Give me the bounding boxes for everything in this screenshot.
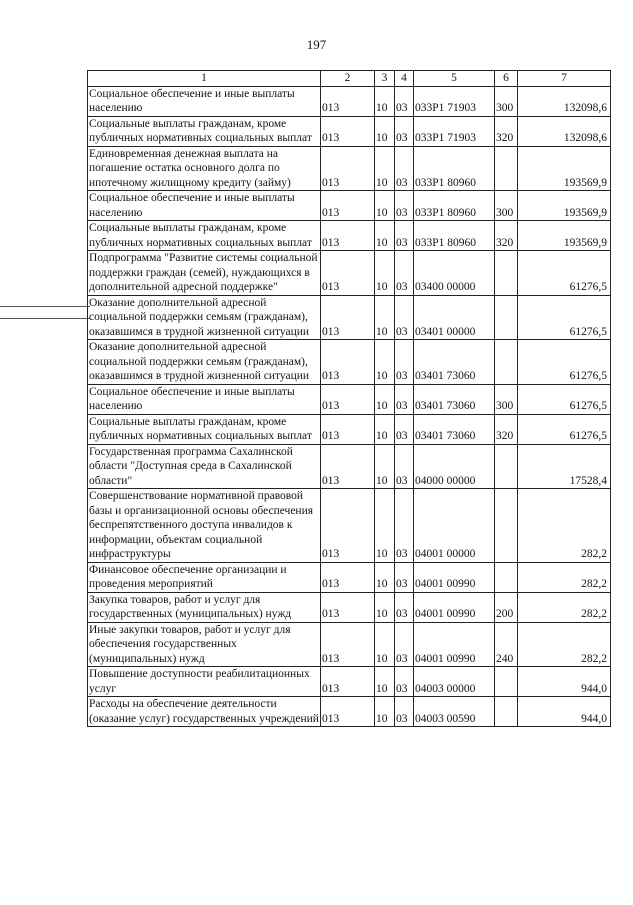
table-row	[88, 562, 611, 592]
table-row	[88, 622, 611, 667]
cell-expense-type: 240	[495, 622, 518, 667]
cell-amount: 944,0	[518, 667, 611, 697]
table-header-row	[88, 71, 611, 87]
cell-amount: 944,0	[518, 697, 611, 727]
cell-target-article: 03401 73060	[414, 414, 495, 444]
cell-section: 10	[375, 562, 395, 592]
cell-name: Закупка товаров, работ и услуг для государственных (муниципальных) нужд	[88, 592, 321, 622]
cell-admin-code: 013	[321, 191, 375, 221]
cell-section: 10	[375, 86, 395, 116]
cell-admin-code: 013	[321, 384, 375, 414]
cell-amount: 282,2	[518, 489, 611, 563]
cell-expense-type: 300	[495, 86, 518, 116]
cell-target-article: 04001 00000	[414, 489, 495, 563]
table-row	[88, 251, 611, 296]
cell-subsection: 03	[395, 414, 414, 444]
cell-subsection: 03	[395, 667, 414, 697]
cell-name: Социальные выплаты гражданам, кроме публичных нормативных социальных выплат	[88, 414, 321, 444]
cell-target-article: 04001 00990	[414, 592, 495, 622]
cell-admin-code: 013	[321, 340, 375, 385]
cell-name: Оказание дополнительной адресной социальной поддержки семьям (гражданам), оказавшимся в трудной жизненной ситуации	[88, 295, 321, 340]
cell-amount: 61276,5	[518, 414, 611, 444]
table-row	[88, 146, 611, 191]
cell-amount: 193569,9	[518, 191, 611, 221]
cell-target-article: 04000 00000	[414, 444, 495, 489]
cell-admin-code: 013	[321, 697, 375, 727]
cell-expense-type: 320	[495, 414, 518, 444]
cell-subsection: 03	[395, 384, 414, 414]
cell-subsection: 03	[395, 146, 414, 191]
cell-subsection: 03	[395, 697, 414, 727]
column-header: 5	[414, 71, 495, 87]
cell-section: 10	[375, 384, 395, 414]
cell-admin-code: 013	[321, 489, 375, 563]
cell-name: Социальное обеспечение и иные выплаты населению	[88, 191, 321, 221]
cell-name: Социальные выплаты гражданам, кроме публичных нормативных социальных выплат	[88, 116, 321, 146]
cell-target-article: 033P1 80960	[414, 221, 495, 251]
cell-admin-code: 013	[321, 592, 375, 622]
cell-name: Государственная программа Сахалинской области "Доступная среда в Сахалинской области"	[88, 444, 321, 489]
cell-admin-code: 013	[321, 667, 375, 697]
cell-admin-code: 013	[321, 444, 375, 489]
cell-target-article: 04003 00000	[414, 667, 495, 697]
table-row	[88, 697, 611, 727]
table-row	[88, 191, 611, 221]
cell-section: 10	[375, 489, 395, 563]
cell-section: 10	[375, 667, 395, 697]
cell-name: Подпрограмма "Развитие системы социальной поддержки граждан (семей), нуждающихся в дополнительной адресной поддержке"	[88, 251, 321, 296]
budget-table	[87, 70, 611, 727]
cell-amount: 193569,9	[518, 221, 611, 251]
cell-subsection: 03	[395, 340, 414, 385]
cell-admin-code: 013	[321, 562, 375, 592]
cell-name: Повышение доступности реабилитационных услуг	[88, 667, 321, 697]
cell-section: 10	[375, 697, 395, 727]
margin-line	[0, 318, 90, 319]
cell-subsection: 03	[395, 251, 414, 296]
cell-target-article: 033P1 80960	[414, 146, 495, 191]
table-row	[88, 86, 611, 116]
cell-admin-code: 013	[321, 116, 375, 146]
margin-line	[0, 306, 90, 307]
cell-admin-code: 013	[321, 251, 375, 296]
cell-target-article: 033P1 71903	[414, 86, 495, 116]
column-header: 7	[518, 71, 611, 87]
cell-target-article: 04001 00990	[414, 562, 495, 592]
cell-name: Иные закупки товаров, работ и услуг для обеспечения государственных (муниципальных) нужд	[88, 622, 321, 667]
cell-subsection: 03	[395, 295, 414, 340]
cell-expense-type	[495, 146, 518, 191]
cell-name: Социальное обеспечение и иные выплаты населению	[88, 86, 321, 116]
cell-expense-type	[495, 489, 518, 563]
cell-section: 10	[375, 444, 395, 489]
column-header: 6	[495, 71, 518, 87]
cell-admin-code: 013	[321, 86, 375, 116]
cell-section: 10	[375, 592, 395, 622]
cell-admin-code: 013	[321, 295, 375, 340]
cell-target-article: 033P1 71903	[414, 116, 495, 146]
cell-section: 10	[375, 251, 395, 296]
cell-subsection: 03	[395, 622, 414, 667]
cell-target-article: 03400 00000	[414, 251, 495, 296]
cell-amount: 61276,5	[518, 251, 611, 296]
table-row	[88, 414, 611, 444]
cell-expense-type: 200	[495, 592, 518, 622]
cell-section: 10	[375, 191, 395, 221]
cell-subsection: 03	[395, 221, 414, 251]
column-header: 4	[395, 71, 414, 87]
page-number: 197	[306, 37, 327, 52]
table-row	[88, 116, 611, 146]
cell-expense-type	[495, 562, 518, 592]
column-header: 2	[321, 71, 375, 87]
cell-section: 10	[375, 414, 395, 444]
table-row	[88, 340, 611, 385]
cell-amount: 132098,6	[518, 86, 611, 116]
cell-expense-type: 320	[495, 116, 518, 146]
cell-subsection: 03	[395, 562, 414, 592]
cell-target-article: 04001 00990	[414, 622, 495, 667]
cell-subsection: 03	[395, 489, 414, 563]
cell-amount: 282,2	[518, 592, 611, 622]
cell-amount: 132098,6	[518, 116, 611, 146]
cell-expense-type	[495, 667, 518, 697]
cell-subsection: 03	[395, 444, 414, 489]
cell-name: Расходы на обеспечение деятельности (оказание услуг) государственных учреждений	[89, 698, 319, 725]
cell-amount: 61276,5	[518, 295, 611, 340]
cell-target-article: 03401 73060	[414, 340, 495, 385]
cell-admin-code: 013	[321, 146, 375, 191]
cell-name: Социальные выплаты гражданам, кроме публичных нормативных социальных выплат	[88, 221, 321, 251]
cell-name: Совершенствование нормативной правовой базы и организационной основы обеспечения беспрепятственного доступа инвалидов к информации, объектам социальной инфраструктуры	[88, 489, 321, 563]
cell-expense-type	[495, 444, 518, 489]
cell-amount: 17528,4	[518, 444, 611, 489]
cell-name: Единовременная денежная выплата на погашение остатка основного долга по ипотечному жилищному кредиту (займу)	[88, 146, 321, 191]
cell-section: 10	[375, 340, 395, 385]
cell-section: 10	[375, 146, 395, 191]
cell-expense-type	[495, 340, 518, 385]
cell-amount: 61276,5	[518, 340, 611, 385]
cell-admin-code: 013	[321, 622, 375, 667]
cell-name: Оказание дополнительной адресной социальной поддержки семьям (гражданам), оказавшимся в трудной жизненной ситуации	[88, 340, 321, 385]
table-row	[88, 384, 611, 414]
cell-section: 10	[375, 295, 395, 340]
cell-admin-code: 013	[321, 414, 375, 444]
cell-expense-type	[495, 251, 518, 296]
cell-subsection: 03	[395, 116, 414, 146]
table-row	[88, 592, 611, 622]
cell-expense-type: 300	[495, 384, 518, 414]
table-row	[88, 444, 611, 489]
cell-target-article: 04003 00590	[414, 697, 495, 727]
cell-section: 10	[375, 221, 395, 251]
cell-expense-type	[495, 295, 518, 340]
table-row	[88, 667, 611, 697]
cell-subsection: 03	[395, 592, 414, 622]
column-header: 1	[88, 71, 321, 87]
cell-section: 10	[375, 116, 395, 146]
cell-target-article: 03401 73060	[414, 384, 495, 414]
cell-subsection: 03	[395, 191, 414, 221]
cell-admin-code: 013	[321, 221, 375, 251]
cell-target-article: 033P1 80960	[414, 191, 495, 221]
column-header: 3	[375, 71, 395, 87]
cell-expense-type: 300	[495, 191, 518, 221]
cell-amount: 282,2	[518, 562, 611, 592]
cell-amount: 282,2	[518, 622, 611, 667]
cell-target-article: 03401 00000	[414, 295, 495, 340]
cell-amount: 61276,5	[518, 384, 611, 414]
table-row	[88, 221, 611, 251]
cell-amount: 193569,9	[518, 146, 611, 191]
cell-section: 10	[375, 622, 395, 667]
table-row	[88, 295, 611, 340]
cell-subsection: 03	[395, 86, 414, 116]
cell-expense-type: 320	[495, 221, 518, 251]
cell-name: Социальное обеспечение и иные выплаты населению	[88, 384, 321, 414]
table-row	[88, 489, 611, 563]
cell-expense-type	[495, 697, 518, 727]
cell-name: Финансовое обеспечение организации и проведения мероприятий	[88, 562, 321, 592]
